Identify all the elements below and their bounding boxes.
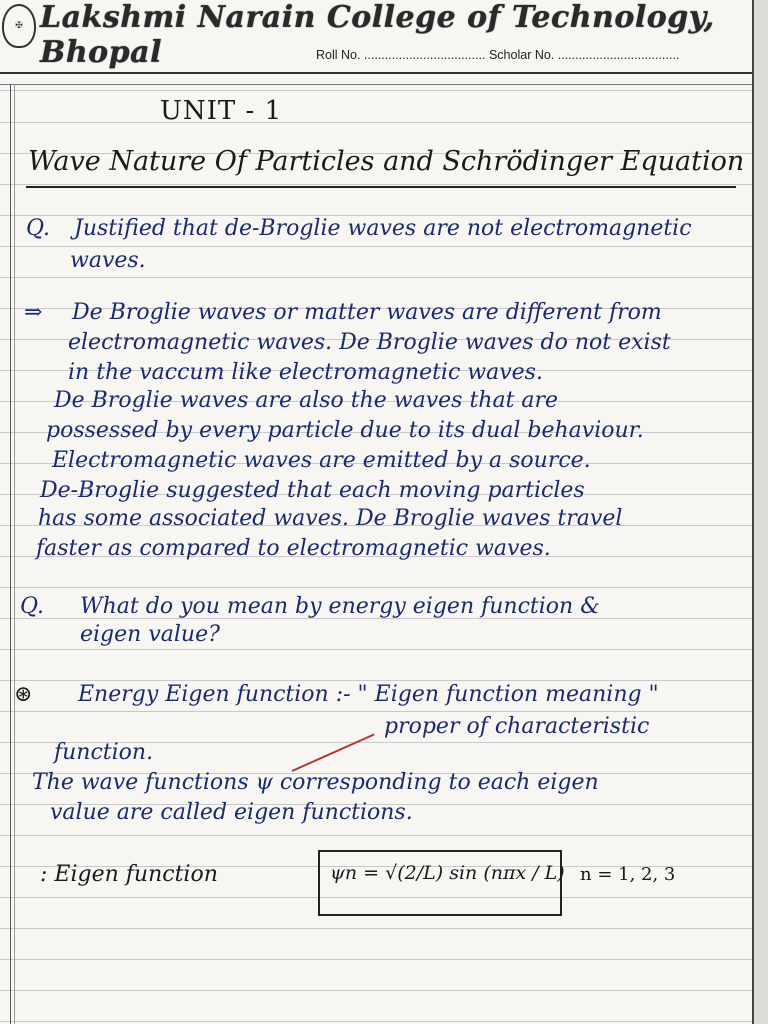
answer-1-line-2: electromagnetic waves. De Broglie waves do not exist: [68, 330, 671, 355]
header-rule: [0, 72, 752, 74]
question-2-line-1: What do you mean by energy eigen function &: [80, 594, 600, 619]
answer-1-line-6: Electromagnetic waves are emitted by a source.: [52, 448, 591, 473]
answer-arrow-icon: ⇒: [24, 300, 43, 325]
title-underline: [26, 186, 736, 188]
page-header: [0, 0, 752, 80]
question-1-line-2: waves.: [70, 248, 146, 273]
n-values: n = 1, 2, 3: [580, 864, 676, 885]
question-marker: Q.: [26, 216, 50, 241]
answer-star-icon: ⊛: [14, 682, 33, 707]
answer-1-line-9: faster as compared to electromagnetic waves.: [36, 536, 551, 561]
answer-1-line-3: in the vaccum like electromagnetic waves.: [68, 360, 543, 385]
question-2-line-2: eigen value?: [80, 622, 220, 647]
answer-1-line-1: De Broglie waves or matter waves are different from: [72, 300, 662, 325]
scholar-no-label: Scholar No. ...................................: [488, 48, 680, 62]
answer-1-line-7: De-Broglie suggested that each moving particles: [40, 478, 585, 503]
margin-line: [10, 84, 11, 1024]
answer-1-line-8: has some associated waves. De Broglie waves travel: [38, 506, 623, 531]
margin-line-inner: [14, 84, 15, 1024]
answer-2-line-1: Energy Eigen function :- " Eigen function meaning ": [78, 682, 659, 707]
page-edge: [752, 0, 768, 1024]
roll-scholar-row: [316, 48, 679, 62]
question-1-line-1: Justified that de-Broglie waves are not electromagnetic: [74, 216, 692, 241]
answer-2-line-2: proper of characteristic: [384, 714, 650, 739]
unit-heading: UNIT - 1: [160, 96, 283, 126]
question-marker: Q.: [20, 594, 44, 619]
answer-1-line-4: De Broglie waves are also the waves that are: [54, 388, 559, 413]
answer-2-line-3: function.: [54, 740, 154, 765]
header-rule-thin: [0, 84, 752, 85]
college-name: Lakshmi Narain College of Technology, Bhopal: [40, 0, 715, 70]
eigen-function-label: : Eigen function: [40, 862, 218, 887]
chapter-title: Wave Nature Of Particles and Schrödinger Equation: [28, 146, 745, 177]
college-logo-icon: ✠: [2, 4, 36, 48]
roll-no-label: Roll No. ...................................: [316, 48, 486, 62]
eigen-function-formula: ψn = √(2/L) sin (nπx / L): [330, 862, 565, 884]
answer-2-line-5: value are called eigen functions.: [50, 800, 413, 825]
answer-1-line-5: possessed by every particle due to its dual behaviour.: [46, 418, 644, 443]
answer-2-line-4: The wave functions ψ corresponding to each eigen: [32, 770, 599, 795]
